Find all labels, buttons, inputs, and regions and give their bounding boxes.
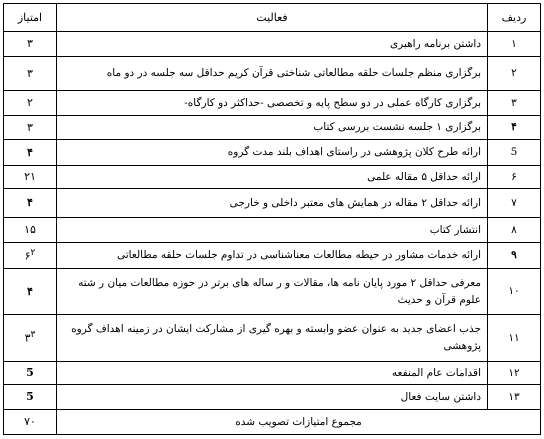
footnote-marker: ۲: [30, 246, 36, 258]
score-cell: ۲: [4, 91, 57, 116]
row-number: ۳: [488, 91, 541, 116]
activity-score-table: [3, 3, 541, 435]
row-number: ۱۳: [488, 385, 541, 410]
activity-cell: برگزاری کارگاه عملی در دو سطح پایه و تخصصی -حداکثر دو کارگاه-: [57, 91, 488, 116]
activity-cell: ارائه طرح کلان پژوهشی در راستای اهداف بلند مدت گروه: [57, 140, 488, 166]
table-header-row: [4, 4, 541, 32]
score-value: ۶: [24, 249, 31, 263]
header-activity: فعالیت: [57, 4, 488, 32]
score-cell: ۳: [4, 32, 57, 57]
row-number: ۷: [488, 189, 541, 218]
activity-cell: برگزاری ۱ جلسه نشست بررسی کتاب: [57, 116, 488, 140]
row-number: ۹: [488, 243, 541, 269]
score-cell: ۴: [4, 189, 57, 218]
row-number: ۱۰: [488, 269, 541, 315]
table-row: [4, 91, 541, 116]
table-row: [4, 218, 541, 243]
row-number: ۲: [488, 57, 541, 91]
score-cell: ۲۱: [4, 166, 57, 189]
score-cell: 5: [4, 385, 57, 410]
score-cell: ۴: [4, 269, 57, 315]
total-row: [4, 410, 541, 435]
header-score: امتیاز: [4, 4, 57, 32]
table-row: [4, 385, 541, 410]
activity-cell: ارائه خدمات مشاور در حیطه مطالعات معناشناسی در تداوم جلسات حلقه مطالعاتی: [57, 243, 488, 269]
row-number: ۸: [488, 218, 541, 243]
score-cell: ۳: [4, 57, 57, 91]
table-row: [4, 189, 541, 218]
table-row: [4, 269, 541, 315]
score-table-container: [3, 3, 541, 435]
score-cell: ۳: [4, 116, 57, 140]
activity-cell: انتشار کتاب: [57, 218, 488, 243]
table-row: [4, 166, 541, 189]
score-cell: [4, 243, 57, 269]
table-row: [4, 57, 541, 91]
score-cell: 5: [4, 362, 57, 385]
row-number: ۴: [488, 116, 541, 140]
table-row: [4, 243, 541, 269]
activity-cell: معرفی حداقل ۲ مورد پایان نامه ها، مقالات و ر ساله های برتر در حوزه مطالعات میان ر شته علوم قرآن و حدیث: [57, 269, 488, 315]
footnote-marker: ۳: [30, 329, 36, 341]
activity-cell: ارائه حداقل ۵ مقاله علمی: [57, 166, 488, 189]
score-value: ۳: [24, 332, 31, 346]
total-score: ۷۰: [4, 410, 57, 435]
activity-cell: داشتن برنامه راهبری: [57, 32, 488, 57]
table-row: [4, 116, 541, 140]
row-number: ۱۲: [488, 362, 541, 385]
activity-cell: داشتن سایت فعال: [57, 385, 488, 410]
row-number: ۱۱: [488, 315, 541, 362]
table-row: [4, 32, 541, 57]
table-row: [4, 362, 541, 385]
row-number: 5: [488, 140, 541, 166]
row-number: ۱: [488, 32, 541, 57]
activity-cell: برگزاری منظم جلسات حلقه مطالعاتی شناختی قرآن کریم حداقل سه جلسه در دو ماه: [57, 57, 488, 91]
score-cell: [4, 315, 57, 362]
table-row: [4, 140, 541, 166]
table-row: [4, 315, 541, 362]
header-row-number: ردیف: [488, 4, 541, 32]
activity-cell: اقدامات عام المنفعه: [57, 362, 488, 385]
total-label: مجموع امتیازات تصویب شده: [57, 410, 541, 435]
score-cell: ۴: [4, 140, 57, 166]
activity-cell: جذب اعضای جدید به عنوان عضو وابسته و بهره گیری از مشارکت ایشان در زمینه اهداف گروه پژوهشی: [57, 315, 488, 362]
row-number: ۶: [488, 166, 541, 189]
score-cell: ۱۵: [4, 218, 57, 243]
activity-cell: ارائه حداقل ۲ مقاله در همایش های معتبر داخلی و خارجی: [57, 189, 488, 218]
